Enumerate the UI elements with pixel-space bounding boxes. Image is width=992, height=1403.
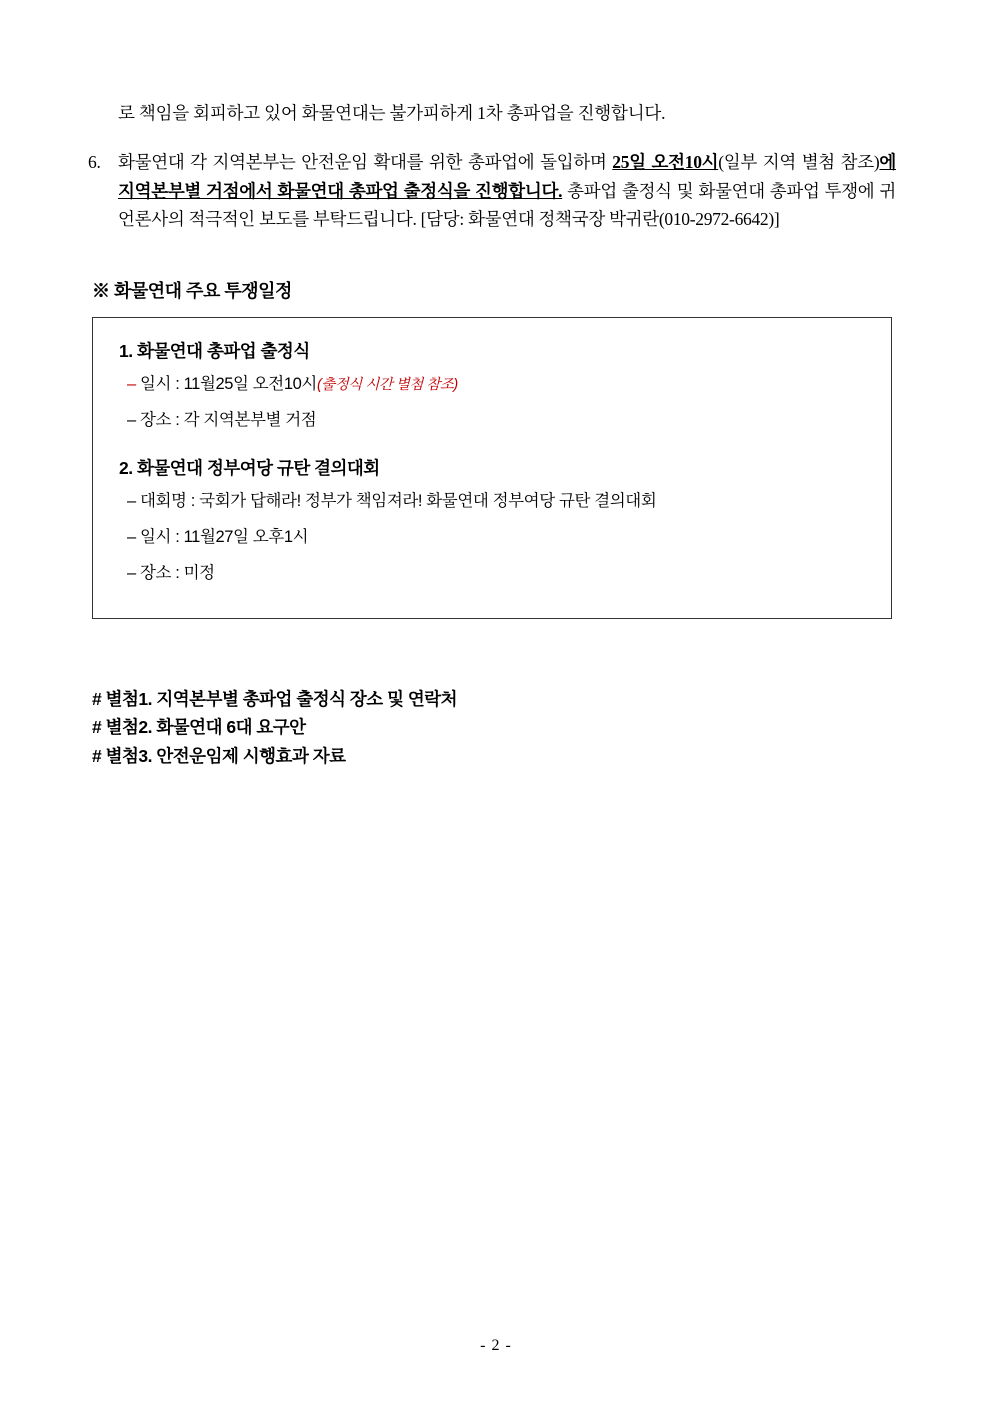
- schedule-item2-line-3: [127, 562, 871, 586]
- schedule-item2-line-2: [127, 526, 871, 550]
- attachment-list: [92, 685, 896, 770]
- schedule-box: [92, 317, 892, 619]
- dash-marker: –: [127, 375, 136, 394]
- line-label: 장소: [139, 563, 172, 582]
- line-label: 대회명: [139, 492, 187, 511]
- line-value: 11월27일 오후1시: [183, 528, 309, 547]
- schedule-item2-title: 2. 화물연대 정부여당 규탄 결의대회: [119, 458, 380, 479]
- schedule-item1-line-1: [127, 373, 871, 397]
- item-number: 6.: [88, 152, 101, 173]
- line-separator: :: [175, 528, 180, 547]
- item6-underline-bold-2: 에 지역본부별 거점에서 화물연대 총파업 출정식을 진행합니다.: [118, 152, 897, 201]
- schedule-item1-line-2: [127, 409, 871, 433]
- line-separator: :: [175, 411, 180, 430]
- item6-text-after: 총파업 출정식 및 화물연대 총파업 투쟁에 귀 언론사의 적극적인 보도를 부탁드립니다. [담당: 화물연대 정책국장 박귀란(010-2972-6642)]: [118, 180, 897, 229]
- line-value: 미정: [183, 563, 215, 582]
- item6-text-before: 화물연대 각 지역본부는 안전운임 확대를 위한 총파업에 돌입하며: [118, 152, 613, 173]
- line-label: 일시: [139, 375, 172, 394]
- schedule-item2-line-1: [127, 490, 871, 514]
- attachment-line-2: # 별첨2. 화물연대 6대 요구안: [92, 717, 306, 738]
- schedule-item1-title: 1. 화물연대 총파업 출정식: [119, 341, 310, 362]
- line-label: 일시: [139, 528, 172, 547]
- continued-paragraph: 로 책임을 회피하고 있어 화물연대는 불가피하게 1차 총파업을 진행합니다.: [118, 103, 666, 123]
- attachment-line-1: # 별첨1. 지역본부별 총파업 출정식 장소 및 연락처: [92, 688, 458, 709]
- item-body: [118, 148, 896, 233]
- line-value: 11월25일 오전10시: [183, 375, 317, 394]
- dash-marker: –: [127, 492, 136, 511]
- page-number: - 2 -: [480, 1337, 512, 1354]
- line-label: 장소: [139, 411, 172, 430]
- line-separator: :: [190, 492, 195, 511]
- dash-marker: –: [127, 563, 136, 582]
- attachment-line-3: # 별첨3. 안전운임제 시행효과 자료: [92, 745, 346, 766]
- line-separator: :: [175, 563, 180, 582]
- line-note: (출정식 시간 별첨 참조): [316, 377, 458, 394]
- line-separator: :: [175, 375, 180, 394]
- line-value: 각 지역본부별 거점: [183, 411, 317, 430]
- item6-underline-bold-1: 25일 오전10시: [612, 152, 719, 173]
- section-marker: ※ 화물연대 주요 투쟁일정: [92, 281, 292, 302]
- line-value: 국회가 답해라! 정부가 책임져라! 화물연대 정부여당 규탄 결의대회: [199, 492, 657, 511]
- numbered-item-6: [88, 148, 896, 233]
- dash-marker: –: [127, 528, 136, 547]
- dash-marker: –: [127, 411, 136, 430]
- item6-plain-1: (일부 지역 별첨 참조): [718, 152, 880, 173]
